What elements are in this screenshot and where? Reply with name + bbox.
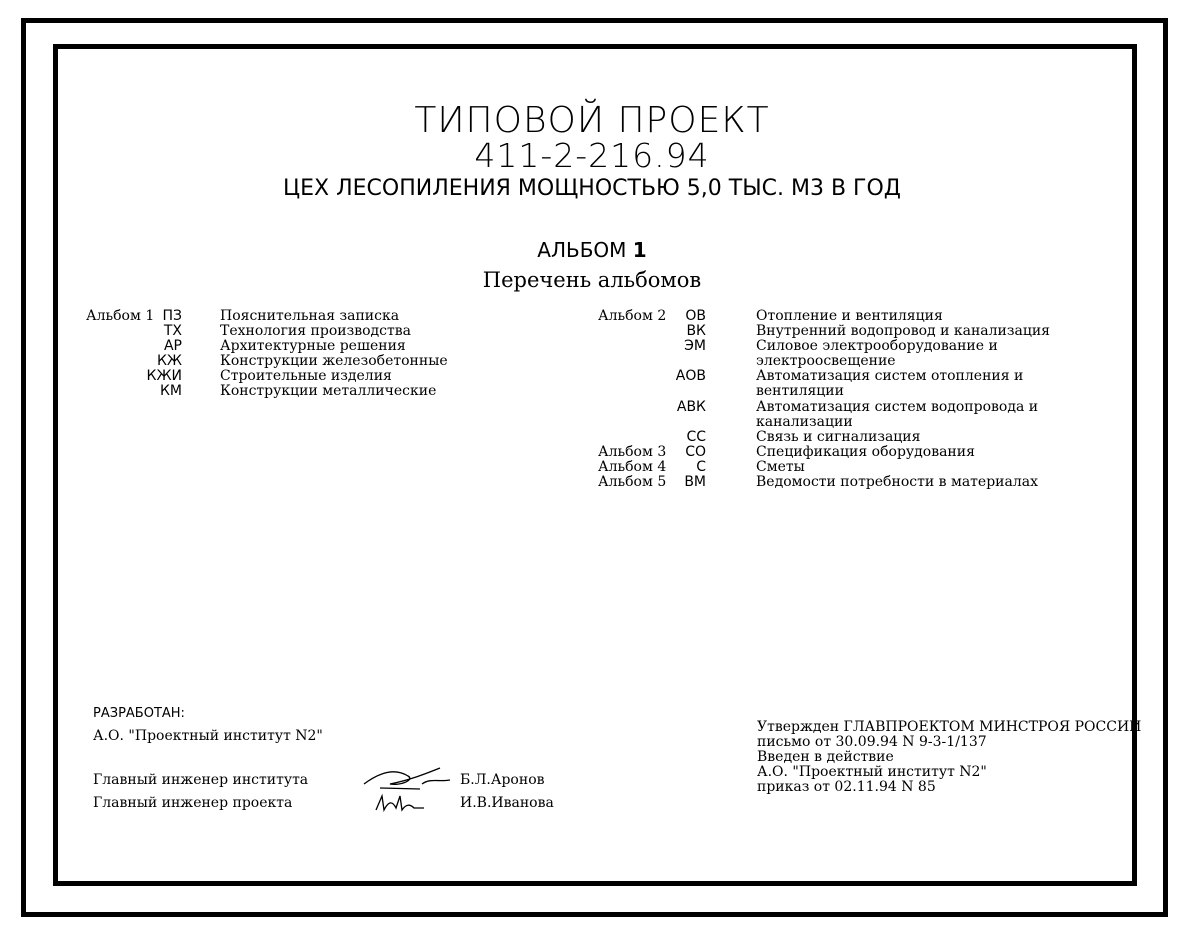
album-label: АЛЬБОМ [537,238,627,262]
list-item-desc-cont: канализации [756,414,853,430]
list-item-desc: Связь и сигнализация [756,429,921,445]
list-item-desc: Внутренний водопровод и канализация [756,323,1051,339]
list-item-desc: Пояснительная записка [220,308,400,324]
approval-line-3: Введен в действие [757,749,894,765]
album-number: 1 [632,238,647,262]
list-item-desc: Конструкции металлические [220,383,437,399]
list-item-desc-cont: электроосвещение [756,353,896,369]
list-item-code: АР [163,338,182,354]
list-item-code: ЭМ [684,338,706,354]
list-item-code: ТХ [163,323,182,339]
list-item-code: ОВ [685,308,706,324]
list-item-code: СС [686,429,706,445]
album-label: Альбом 1 [86,308,155,324]
list-item-code: АОВ [675,368,706,384]
list-item-code: КЖИ [146,368,182,384]
chief-project-role: Главный инженер проекта [93,795,293,811]
developer-label: РАЗРАБОТАН: [93,706,185,721]
album-label: Альбом 2 [598,308,667,324]
list-item-code: КМ [159,383,182,399]
list-item-desc: Технология производства [220,323,411,339]
list-item-code: АВК [676,399,706,415]
list-item-code: СО [685,444,706,460]
list-item-desc: Автоматизация систем отопления и [756,368,1024,384]
list-item-desc: Автоматизация систем водопровода и [756,399,1039,415]
album-label: Альбом 4 [598,459,667,475]
list-item-desc: Отопление и вентиляция [756,308,943,324]
list-item-code: С [696,459,706,475]
developer-org: А.О. "Проектный институт N2" [93,728,323,744]
project-subtitle: ЦЕХ ЛЕСОПИЛЕНИЯ МОЩНОСТЬЮ 5,0 ТЫС. М3 В ГОД [283,176,901,201]
list-item-desc: Конструкции железобетонные [220,353,448,369]
list-item-desc-cont: вентиляции [756,383,844,399]
list-item-code: КЖ [156,353,182,369]
album-heading [0,238,1184,262]
signature-aronov [360,762,455,792]
approval-line-2: письмо от 30.09.94 N 9-3-1/137 [757,734,987,750]
album-label: Альбом 5 [598,474,667,490]
list-item-desc: Архитектурные решения [220,338,406,354]
chief-project-name: И.В.Иванова [460,795,554,811]
list-item-desc: Строительные изделия [220,368,392,384]
list-item-desc: Сметы [756,459,805,475]
approval-line-1: Утвержден ГЛАВПРОЕКТОМ МИНСТРОЯ РОССИИ [757,719,1142,735]
chief-institute-role: Главный инженер института [93,772,309,788]
approval-line-4: А.О. "Проектный институт N2" [757,764,987,780]
list-title: Перечень альбомов [482,268,702,292]
chief-institute-name: Б.Л.Аронов [460,772,545,788]
list-item-desc: Силовое электрооборудование и [756,338,998,354]
list-item-code: ВМ [684,474,706,490]
list-item [86,309,154,324]
list-item-desc: Спецификация оборудования [756,444,975,460]
list-item-desc: Ведомости потребности в материалах [756,474,1038,490]
album-label: Альбом 3 [598,444,667,460]
document-title: ТИПОВОЙ ПРОЕКТ [414,100,770,141]
project-number: 411-2-216.94 [474,136,710,175]
approval-line-5: приказ от 02.11.94 N 85 [757,779,936,795]
signature-ivanova [372,790,432,816]
list-item-code: ПЗ [162,308,182,324]
list-item-code: ВК [686,323,706,339]
